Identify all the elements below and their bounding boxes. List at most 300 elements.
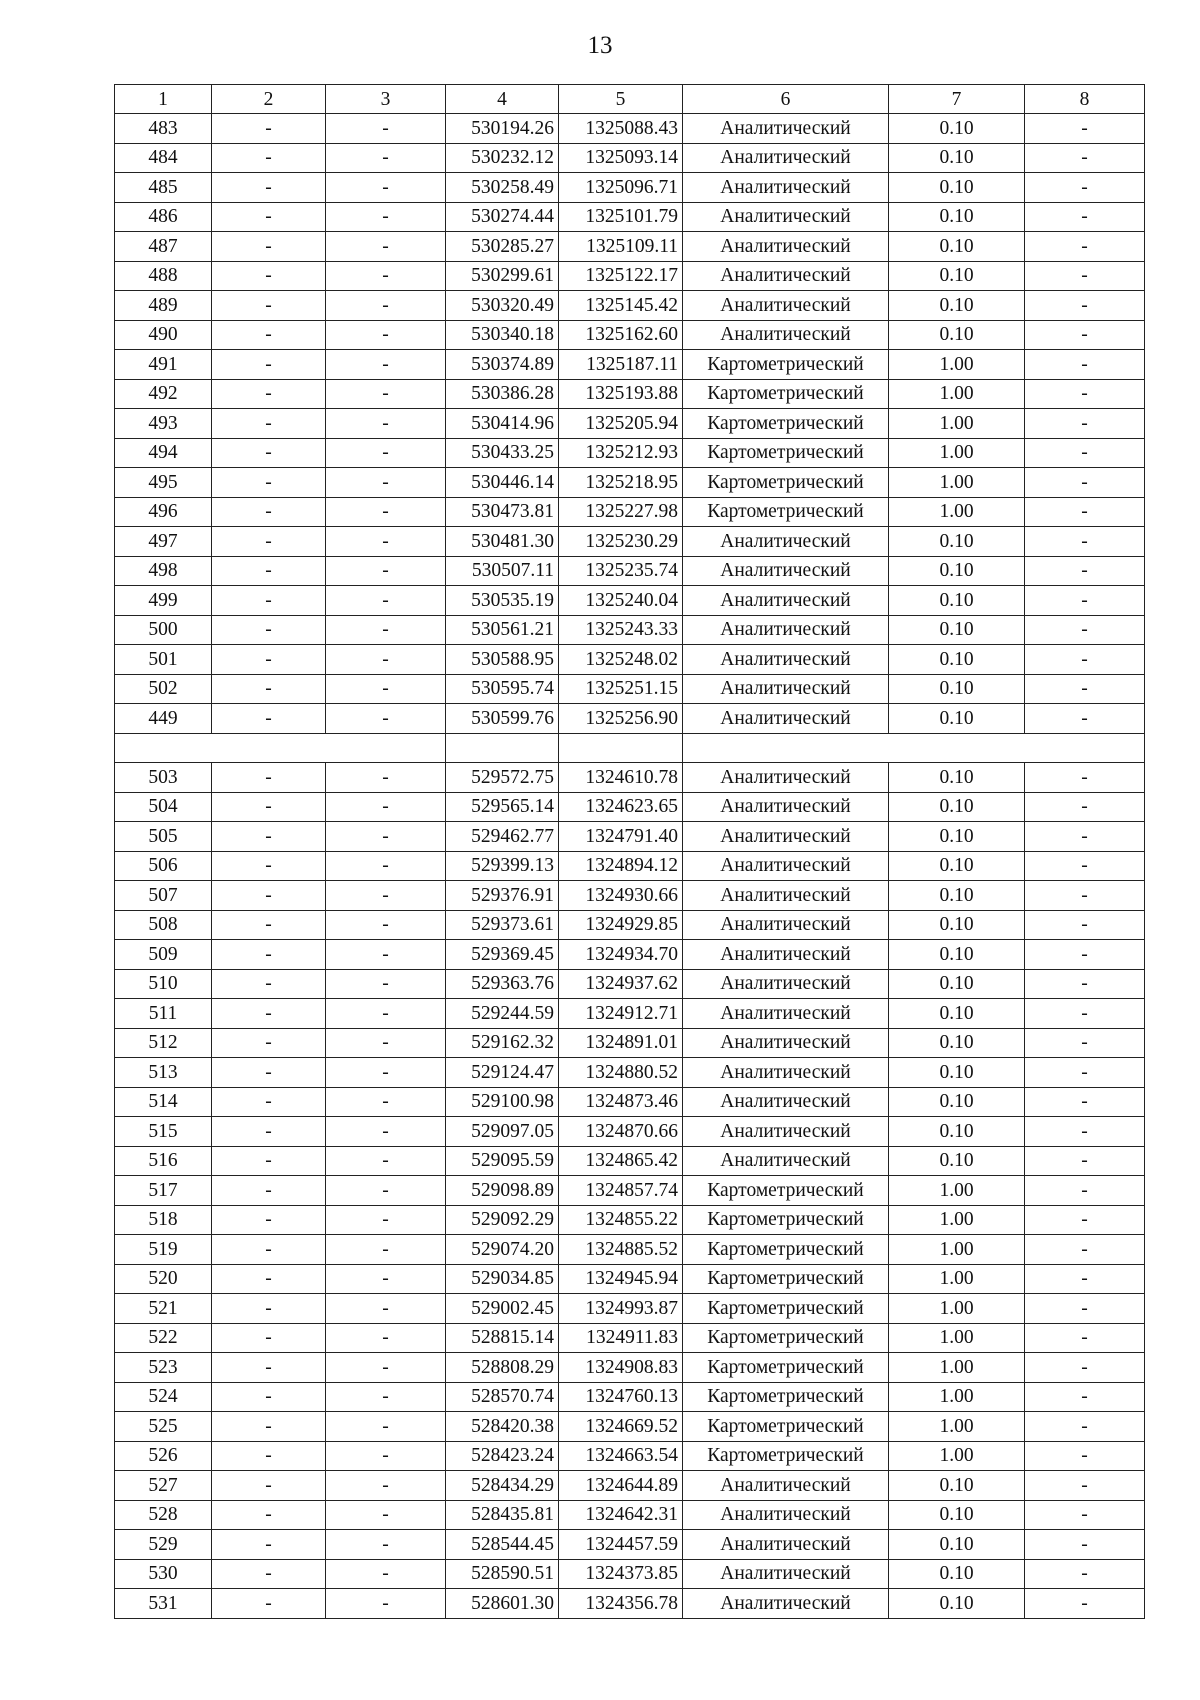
table-cell: -: [326, 1205, 446, 1235]
table-cell: 449: [115, 704, 212, 734]
table-cell: 0.10: [889, 586, 1025, 616]
table-cell: -: [1025, 202, 1145, 232]
table-cell: -: [1025, 910, 1145, 940]
table-cell: -: [326, 1323, 446, 1353]
table-cell: 1.00: [889, 1205, 1025, 1235]
table-cell: Картометрический: [683, 1382, 889, 1412]
table-cell: 517: [115, 1176, 212, 1206]
table-cell: -: [1025, 704, 1145, 734]
table-cell: 0.10: [889, 1117, 1025, 1147]
table-cell: -: [1025, 1176, 1145, 1206]
table-cell: -: [212, 940, 326, 970]
table-cell: 530446.14: [446, 468, 559, 498]
table-cell: -: [212, 1146, 326, 1176]
table-cell: 497: [115, 527, 212, 557]
table-row: [115, 822, 1145, 852]
table-cell: -: [212, 379, 326, 409]
table-row: [115, 497, 1145, 527]
table-cell: 530414.96: [446, 409, 559, 439]
table-row: [115, 615, 1145, 645]
table-cell: 528808.29: [446, 1353, 559, 1383]
table-cell: -: [212, 822, 326, 852]
table-cell: 530433.25: [446, 438, 559, 468]
table-cell: 530194.26: [446, 114, 559, 144]
table-cell: -: [1025, 1323, 1145, 1353]
table-cell: 514: [115, 1087, 212, 1117]
table-cell: Аналитический: [683, 645, 889, 675]
table-cell: 0.10: [889, 1087, 1025, 1117]
table-row: [115, 291, 1145, 321]
table-cell: -: [1025, 1205, 1145, 1235]
empty-cell: [683, 733, 1145, 763]
table-cell: Аналитический: [683, 232, 889, 262]
table-cell: 1325109.11: [559, 232, 683, 262]
table-cell: -: [212, 1471, 326, 1501]
table-cell: -: [212, 261, 326, 291]
table-row: [115, 940, 1145, 970]
table-cell: 528815.14: [446, 1323, 559, 1353]
table-cell: -: [212, 202, 326, 232]
table-cell: 489: [115, 291, 212, 321]
table-row: [115, 1117, 1145, 1147]
table-cell: 485: [115, 173, 212, 203]
table-cell: Аналитический: [683, 763, 889, 793]
table-cell: -: [212, 1500, 326, 1530]
table-cell: -: [212, 527, 326, 557]
column-header: 2: [212, 85, 326, 114]
table-cell: 529074.20: [446, 1235, 559, 1265]
table-cell: 530588.95: [446, 645, 559, 675]
table-cell: -: [1025, 143, 1145, 173]
table-cell: 1.00: [889, 438, 1025, 468]
table-row: [115, 792, 1145, 822]
table-cell: 513: [115, 1058, 212, 1088]
table-cell: 1325243.33: [559, 615, 683, 645]
table-cell: Аналитический: [683, 615, 889, 645]
table-cell: 530386.28: [446, 379, 559, 409]
table-cell: 1324865.42: [559, 1146, 683, 1176]
table-cell: -: [1025, 615, 1145, 645]
table-cell: -: [1025, 1589, 1145, 1619]
table-cell: -: [326, 645, 446, 675]
table-cell: 0.10: [889, 881, 1025, 911]
table-cell: 1.00: [889, 1412, 1025, 1442]
table-row: [115, 1471, 1145, 1501]
table-cell: -: [326, 792, 446, 822]
table-cell: -: [1025, 851, 1145, 881]
table-row: [115, 114, 1145, 144]
table-cell: 530232.12: [446, 143, 559, 173]
table-cell: 1.00: [889, 1382, 1025, 1412]
table-cell: -: [326, 379, 446, 409]
table-cell: 1.00: [889, 1235, 1025, 1265]
table-cell: -: [1025, 586, 1145, 616]
table-cell: 529095.59: [446, 1146, 559, 1176]
table-cell: -: [212, 704, 326, 734]
table-row: [115, 1441, 1145, 1471]
table-cell: 0.10: [889, 527, 1025, 557]
table-row: [115, 1264, 1145, 1294]
table-cell: 529162.32: [446, 1028, 559, 1058]
table-cell: -: [326, 1412, 446, 1442]
table-cell: 1325122.17: [559, 261, 683, 291]
table-row: [115, 556, 1145, 586]
table-cell: 0.10: [889, 792, 1025, 822]
table-cell: 1325101.79: [559, 202, 683, 232]
table-cell: Аналитический: [683, 1058, 889, 1088]
table-cell: -: [326, 409, 446, 439]
table-cell: 1.00: [889, 1353, 1025, 1383]
table-cell: 529092.29: [446, 1205, 559, 1235]
table-cell: 1324891.01: [559, 1028, 683, 1058]
table-row: [115, 320, 1145, 350]
table-cell: Аналитический: [683, 1146, 889, 1176]
table-row: [115, 350, 1145, 380]
table-cell: 1.00: [889, 1176, 1025, 1206]
table-cell: 528423.24: [446, 1441, 559, 1471]
table-cell: -: [1025, 763, 1145, 793]
table-cell: 1324669.52: [559, 1412, 683, 1442]
table-cell: -: [1025, 645, 1145, 675]
table-cell: 1324610.78: [559, 763, 683, 793]
table-cell: -: [1025, 1412, 1145, 1442]
table-cell: 523: [115, 1353, 212, 1383]
table-cell: 491: [115, 350, 212, 380]
table-cell: -: [326, 1353, 446, 1383]
table-cell: 484: [115, 143, 212, 173]
table-cell: 530320.49: [446, 291, 559, 321]
table-cell: 530258.49: [446, 173, 559, 203]
table-cell: 1325256.90: [559, 704, 683, 734]
table-cell: Аналитический: [683, 1530, 889, 1560]
table-separator-row: [115, 733, 1145, 763]
table-row: [115, 999, 1145, 1029]
table-cell: Картометрический: [683, 438, 889, 468]
table-cell: -: [1025, 999, 1145, 1029]
table-cell: Картометрический: [683, 379, 889, 409]
table-cell: -: [212, 1412, 326, 1442]
table-cell: 0.10: [889, 291, 1025, 321]
table-cell: Аналитический: [683, 1028, 889, 1058]
table-cell: 529100.98: [446, 1087, 559, 1117]
table-cell: 1324857.74: [559, 1176, 683, 1206]
table-row: [115, 910, 1145, 940]
table-cell: 501: [115, 645, 212, 675]
table-cell: 528544.45: [446, 1530, 559, 1560]
table-cell: 0.10: [889, 615, 1025, 645]
empty-cell: [115, 733, 446, 763]
table-cell: 527: [115, 1471, 212, 1501]
table-cell: 0.10: [889, 1471, 1025, 1501]
table-cell: 0.10: [889, 822, 1025, 852]
table-cell: 0.10: [889, 1058, 1025, 1088]
table-cell: -: [326, 261, 446, 291]
table-cell: -: [326, 1176, 446, 1206]
table-cell: -: [326, 1441, 446, 1471]
table-cell: -: [1025, 969, 1145, 999]
table-cell: -: [212, 497, 326, 527]
table-cell: -: [326, 586, 446, 616]
table-cell: -: [1025, 232, 1145, 262]
table-cell: 1324457.59: [559, 1530, 683, 1560]
table-row: [115, 1205, 1145, 1235]
table-cell: -: [212, 468, 326, 498]
table-cell: -: [212, 1235, 326, 1265]
table-cell: Аналитический: [683, 202, 889, 232]
table-cell: -: [326, 881, 446, 911]
table-cell: Картометрический: [683, 1264, 889, 1294]
table-cell: -: [1025, 1530, 1145, 1560]
table-cell: -: [326, 1146, 446, 1176]
table-cell: -: [326, 114, 446, 144]
table-cell: 498: [115, 556, 212, 586]
table-cell: -: [326, 1058, 446, 1088]
table-cell: Аналитический: [683, 999, 889, 1029]
table-cell: 1.00: [889, 468, 1025, 498]
empty-cell: [559, 733, 683, 763]
table-cell: -: [1025, 1117, 1145, 1147]
table-cell: 1324644.89: [559, 1471, 683, 1501]
table-cell: 0.10: [889, 1589, 1025, 1619]
table-cell: -: [326, 1471, 446, 1501]
table-cell: 529572.75: [446, 763, 559, 793]
table-row: [115, 468, 1145, 498]
table-cell: -: [326, 1500, 446, 1530]
table-cell: 1324873.46: [559, 1087, 683, 1117]
table-cell: -: [326, 143, 446, 173]
table-cell: 1325227.98: [559, 497, 683, 527]
table-cell: 525: [115, 1412, 212, 1442]
table-cell: -: [212, 1087, 326, 1117]
table-cell: 510: [115, 969, 212, 999]
table-cell: -: [1025, 674, 1145, 704]
table-cell: -: [326, 350, 446, 380]
table-cell: 1324911.83: [559, 1323, 683, 1353]
table-cell: -: [326, 320, 446, 350]
table-cell: Картометрический: [683, 1441, 889, 1471]
table-cell: 0.10: [889, 1028, 1025, 1058]
table-cell: -: [212, 763, 326, 793]
table-row: [115, 1028, 1145, 1058]
table-cell: -: [1025, 527, 1145, 557]
table-cell: -: [212, 1294, 326, 1324]
table-cell: -: [326, 999, 446, 1029]
table-cell: Аналитический: [683, 320, 889, 350]
table-cell: -: [1025, 320, 1145, 350]
table-cell: 1324885.52: [559, 1235, 683, 1265]
table-cell: 528435.81: [446, 1500, 559, 1530]
table-cell: 496: [115, 497, 212, 527]
table-cell: -: [212, 409, 326, 439]
table-cell: Картометрический: [683, 1205, 889, 1235]
table-row: [115, 586, 1145, 616]
table-cell: 1325205.94: [559, 409, 683, 439]
table-cell: 528434.29: [446, 1471, 559, 1501]
table-cell: 509: [115, 940, 212, 970]
table-cell: 0.10: [889, 202, 1025, 232]
table-cell: 1324908.83: [559, 1353, 683, 1383]
table-cell: 1324912.71: [559, 999, 683, 1029]
table-cell: 512: [115, 1028, 212, 1058]
table-cell: -: [212, 291, 326, 321]
table-cell: -: [1025, 468, 1145, 498]
table-cell: -: [1025, 1087, 1145, 1117]
table-cell: -: [212, 1323, 326, 1353]
table-cell: Аналитический: [683, 586, 889, 616]
table-cell: 531: [115, 1589, 212, 1619]
table-cell: -: [1025, 1559, 1145, 1589]
table-cell: -: [1025, 291, 1145, 321]
table-cell: 1324937.62: [559, 969, 683, 999]
table-cell: Аналитический: [683, 173, 889, 203]
table-cell: 0.10: [889, 1559, 1025, 1589]
table-cell: -: [212, 1441, 326, 1471]
table-cell: 1324855.22: [559, 1205, 683, 1235]
table-cell: Аналитический: [683, 1500, 889, 1530]
table-row: [115, 1353, 1145, 1383]
table-cell: -: [326, 1087, 446, 1117]
table-row: [115, 379, 1145, 409]
column-header: 5: [559, 85, 683, 114]
table-row: [115, 232, 1145, 262]
table-cell: 1325218.95: [559, 468, 683, 498]
table-cell: 519: [115, 1235, 212, 1265]
table-cell: 1325235.74: [559, 556, 683, 586]
table-cell: Картометрический: [683, 497, 889, 527]
table-cell: -: [1025, 114, 1145, 144]
table-cell: -: [326, 822, 446, 852]
table-cell: 495: [115, 468, 212, 498]
table-cell: 1325251.15: [559, 674, 683, 704]
table-cell: -: [326, 851, 446, 881]
table-cell: 528590.51: [446, 1559, 559, 1589]
table-cell: 529098.89: [446, 1176, 559, 1206]
table-cell: -: [1025, 881, 1145, 911]
table-cell: -: [1025, 173, 1145, 203]
table-cell: 530535.19: [446, 586, 559, 616]
table-cell: -: [1025, 556, 1145, 586]
table-cell: -: [1025, 792, 1145, 822]
table-row: [115, 1530, 1145, 1560]
table-row: [115, 1412, 1145, 1442]
table-cell: Аналитический: [683, 851, 889, 881]
table-row: [115, 1087, 1145, 1117]
table-cell: -: [212, 1117, 326, 1147]
table-cell: -: [326, 1117, 446, 1147]
table-row: [115, 645, 1145, 675]
table-cell: Картометрический: [683, 1176, 889, 1206]
table-cell: 529244.59: [446, 999, 559, 1029]
table-cell: -: [212, 674, 326, 704]
table-cell: -: [326, 1028, 446, 1058]
table-cell: 522: [115, 1323, 212, 1353]
table-cell: -: [1025, 1146, 1145, 1176]
table-cell: -: [212, 999, 326, 1029]
table-cell: 529369.45: [446, 940, 559, 970]
table-cell: 499: [115, 586, 212, 616]
table-cell: -: [212, 1264, 326, 1294]
table-row: [115, 1589, 1145, 1619]
table-cell: 1.00: [889, 379, 1025, 409]
table-cell: 0.10: [889, 143, 1025, 173]
table-cell: 530481.30: [446, 527, 559, 557]
table-cell: Аналитический: [683, 940, 889, 970]
table-cell: -: [1025, 1028, 1145, 1058]
table-row: [115, 261, 1145, 291]
table-cell: -: [326, 527, 446, 557]
table-cell: 0.10: [889, 704, 1025, 734]
table-cell: -: [1025, 1382, 1145, 1412]
table-cell: 1324356.78: [559, 1589, 683, 1619]
table-cell: -: [1025, 1441, 1145, 1471]
table-cell: -: [212, 1382, 326, 1412]
table-cell: 1325240.04: [559, 586, 683, 616]
coordinates-table: [114, 84, 1145, 1619]
table-cell: -: [1025, 379, 1145, 409]
table-cell: Аналитический: [683, 527, 889, 557]
table-cell: 488: [115, 261, 212, 291]
table-cell: 529002.45: [446, 1294, 559, 1324]
table-cell: 0.10: [889, 999, 1025, 1029]
table-cell: 1325248.02: [559, 645, 683, 675]
table-cell: 0.10: [889, 114, 1025, 144]
table-cell: 528: [115, 1500, 212, 1530]
table-cell: 529034.85: [446, 1264, 559, 1294]
table-cell: 493: [115, 409, 212, 439]
table-cell: 1325187.11: [559, 350, 683, 380]
table-cell: 505: [115, 822, 212, 852]
table-cell: -: [326, 173, 446, 203]
table-cell: Картометрический: [683, 1294, 889, 1324]
table-cell: 1325212.93: [559, 438, 683, 468]
table-cell: 0.10: [889, 851, 1025, 881]
table-cell: 1325145.42: [559, 291, 683, 321]
table-cell: -: [326, 438, 446, 468]
table-cell: 1325088.43: [559, 114, 683, 144]
table-cell: 529565.14: [446, 792, 559, 822]
table-cell: 529462.77: [446, 822, 559, 852]
table-cell: 0.10: [889, 173, 1025, 203]
table-cell: -: [212, 173, 326, 203]
table-cell: -: [212, 143, 326, 173]
table-cell: 1.00: [889, 497, 1025, 527]
table-cell: 0.10: [889, 232, 1025, 262]
table-cell: Аналитический: [683, 1589, 889, 1619]
table-cell: 0.10: [889, 1500, 1025, 1530]
column-header: 4: [446, 85, 559, 114]
table-cell: Картометрический: [683, 409, 889, 439]
table-cell: 524: [115, 1382, 212, 1412]
table-cell: -: [1025, 350, 1145, 380]
table-cell: 529373.61: [446, 910, 559, 940]
table-cell: -: [212, 556, 326, 586]
table-row: [115, 851, 1145, 881]
table-cell: -: [326, 615, 446, 645]
table-row: [115, 881, 1145, 911]
table-row: [115, 173, 1145, 203]
table-cell: -: [212, 645, 326, 675]
table-cell: 530561.21: [446, 615, 559, 645]
table-cell: -: [326, 763, 446, 793]
table-cell: -: [1025, 409, 1145, 439]
table-cell: -: [212, 969, 326, 999]
table-cell: 1325162.60: [559, 320, 683, 350]
table-cell: -: [326, 1382, 446, 1412]
table-cell: 502: [115, 674, 212, 704]
table-cell: Картометрический: [683, 1235, 889, 1265]
table-header-row: [115, 85, 1145, 114]
table-cell: 529124.47: [446, 1058, 559, 1088]
